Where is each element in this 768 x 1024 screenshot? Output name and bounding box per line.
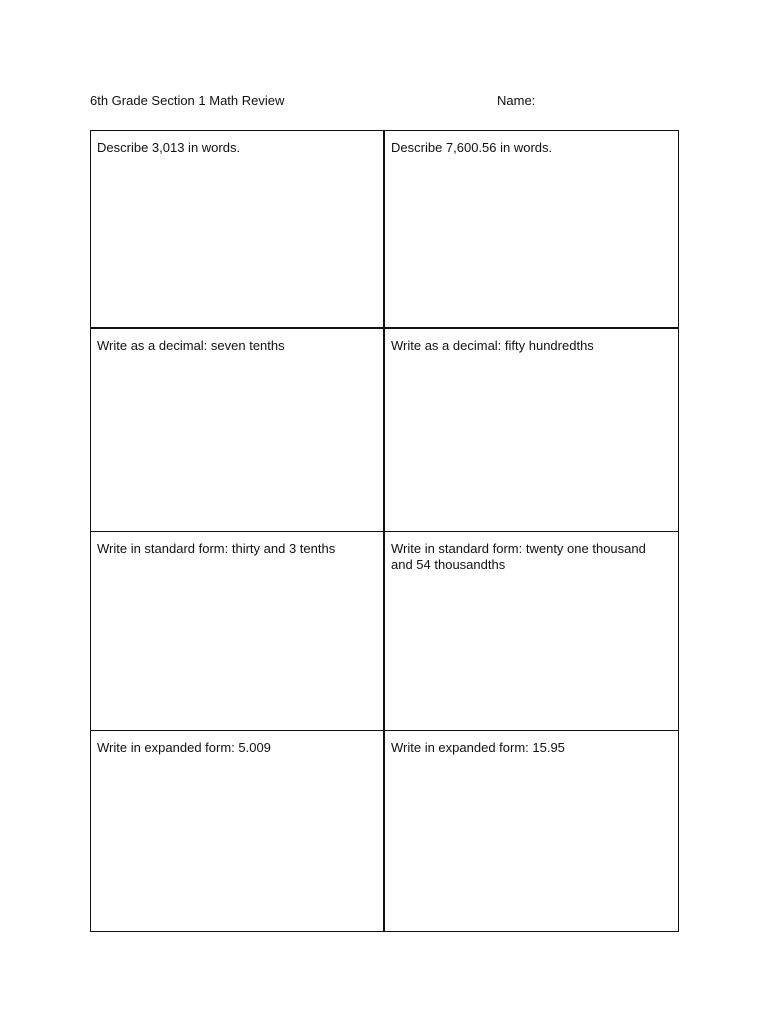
problem-prompt: Write as a decimal: seven tenths (97, 338, 285, 353)
problem-prompt: Describe 7,600.56 in words. (391, 140, 553, 155)
problem-cell-8[interactable] (385, 731, 679, 931)
problem-prompt: Write in standard form: twenty one thousand and 54 thousandths (391, 541, 646, 572)
problem-cell-2[interactable] (385, 131, 679, 329)
problem-prompt: Write in expanded form: 15.95 (391, 740, 565, 755)
problem-prompt: Describe 3,013 in words. (97, 140, 241, 155)
problem-prompt: Write as a decimal: fifty hundredths (391, 338, 594, 353)
problem-cell-4[interactable] (385, 329, 679, 532)
problem-cell-5[interactable] (91, 532, 385, 731)
problem-cell-6[interactable] (385, 532, 679, 731)
problem-cell-7[interactable] (91, 731, 385, 931)
problem-grid (90, 130, 679, 932)
worksheet-title: 6th Grade Section 1 Math Review (90, 93, 285, 108)
problem-cell-3[interactable] (91, 329, 385, 532)
problem-prompt: Write in expanded form: 5.009 (97, 740, 271, 755)
name-label: Name: (497, 93, 536, 108)
problem-prompt: Write in standard form: thirty and 3 tenths (97, 541, 336, 556)
problem-cell-1[interactable] (91, 131, 385, 329)
